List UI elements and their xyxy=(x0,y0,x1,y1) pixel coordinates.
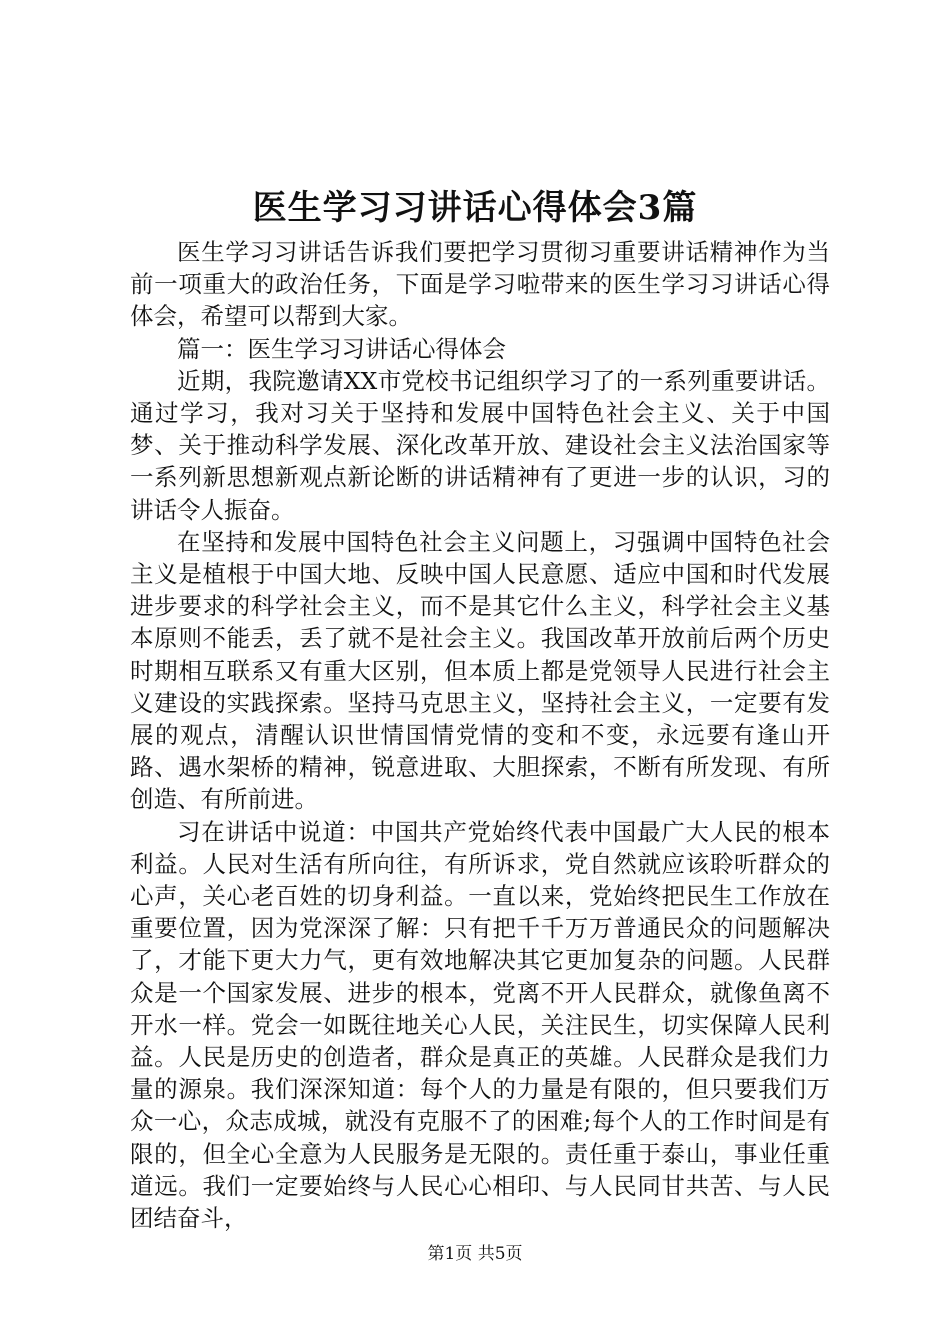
intro-paragraph: 医生学习习讲话告诉我们要把学习贯彻习重要讲话精神作为当前一项重大的政治任务，下面是学习啦带来的医生学习习讲话心得体会，希望可以帮到大家。 xyxy=(130,238,830,331)
section-heading: 篇一：医生学习习讲话心得体会 xyxy=(177,334,506,363)
document-title: 医生学习习讲话心得体会3篇 xyxy=(252,188,698,228)
document-body xyxy=(130,236,830,1234)
body-paragraph: 习在讲话中说道：中国共产党始终代表中国最广大人民的根本利益。人民对生活有所向往，有所诉求，党自然就应该聆听群众的心声，关心老百姓的切身利益。一直以来，党始终把民生工作放在重要位置，因为党深深了解：只有把千千万万普通民众的问题解决了，才能下更大力气，更有效地解决其它更加复杂的问题。人民群众是一个国家发展、进步的根本，党离不开人民群众，就像鱼离不开水一样。党会一如既往地关心人民，关注民生，切实保障人民利益。人民是历史的创造者，群众是真正的英雄。人民群众是我们力量的源泉。我们深深知道：每个人的力量是有限的，但只要我们万众一心，众志成城，就没有克服不了的困难;每个人的工作时间是有限的，但全心全意为人民服务是无限的。责任重于泰山，事业任重道远。我们一定要始终与人民心心相印、与人民同甘共苦、与人民团结奋斗， xyxy=(130,817,830,1233)
body-paragraph: 在坚持和发展中国特色社会主义问题上，习强调中国特色社会主义是植根于中国大地、反映中国人民意愿、适应中国和时代发展进步要求的科学社会主义，而不是其它什么主义，科学社会主义基本原则不能丢，丢了就不是社会主义。我国改革开放前后两个历史时期相互联系又有重大区别，但本质上都是党领导人民进行社会主义建设的实践探索。坚持马克思主义，坚持社会主义，一定要有发展的观点，清醒认识世情国情党情的变和不变，永远要有逢山开路、遇水架桥的精神，锐意进取、大胆探索，不断有所发现、有所创造、有所前进。 xyxy=(130,527,830,814)
page-number-footer: 第1页 共5页 xyxy=(427,1244,523,1264)
body-paragraph: 近期，我院邀请XX市党校书记组织学习了的一系列重要讲话。通过学习，我对习关于坚持和发展中国特色社会主义、关于中国梦、关于推动科学发展、深化改革开放、建设社会主义法治国家等一系列新思想新观点新论断的讲话精神有了更进一步的认识，习的讲话令人振奋。 xyxy=(130,366,830,524)
